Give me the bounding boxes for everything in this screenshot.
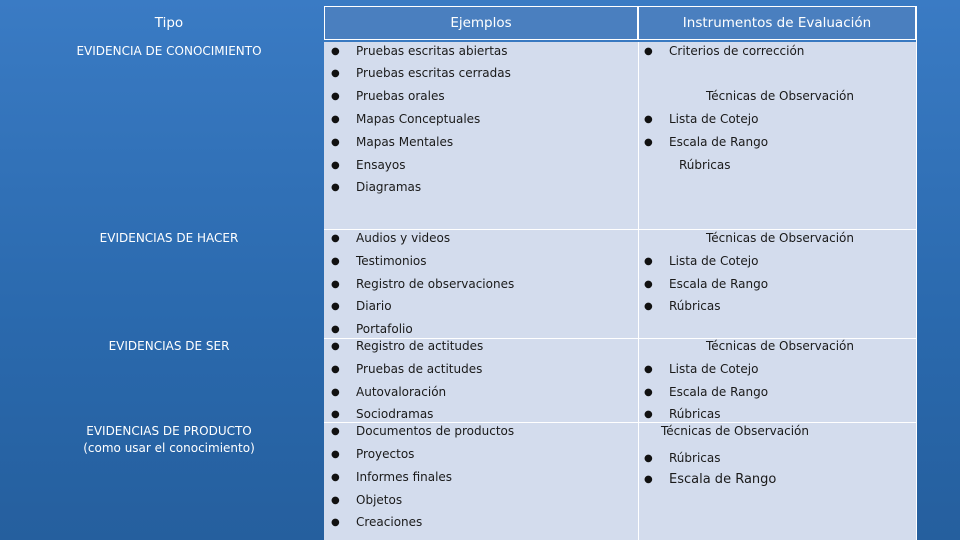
tipo-producto-sub: (como usar el conocimiento) [83, 441, 255, 455]
column-divider [638, 42, 639, 540]
bullet-icon: ● [331, 182, 340, 193]
bullet-icon: ● [331, 233, 340, 244]
bullet-icon: ● [644, 364, 653, 375]
list-item: Rúbricas [669, 299, 721, 313]
list-item: Lista de Cotejo [669, 254, 759, 268]
list-item: Ensayos [356, 158, 406, 172]
bullet-icon: ● [331, 279, 340, 290]
bullet-icon: ● [644, 474, 653, 485]
list-item: Proyectos [356, 447, 415, 461]
list-item: Diagramas [356, 180, 422, 194]
bullet-icon: ● [331, 409, 340, 420]
list-item: Portafolio [356, 322, 413, 336]
list-item: Pruebas de actitudes [356, 362, 483, 376]
bullet-icon: ● [331, 160, 340, 171]
bullet-icon: ● [331, 256, 340, 267]
bullet-icon: ● [331, 324, 340, 335]
bullet-icon: ● [644, 279, 653, 290]
list-item: Técnicas de Observación [706, 231, 855, 245]
bullet-icon: ● [644, 256, 653, 267]
header-instrumentos: Instrumentos de Evaluación [638, 6, 916, 40]
bullet-icon: ● [644, 387, 653, 398]
bullet-icon: ● [644, 114, 653, 125]
bullet-icon: ● [331, 301, 340, 312]
list-item: Técnicas de Observación [706, 339, 855, 353]
list-item: Creaciones [356, 515, 423, 529]
list-item: Diario [356, 299, 392, 313]
list-item: Mapas Conceptuales [356, 112, 481, 126]
list-item: Sociodramas [356, 407, 434, 421]
list-item: Escala de Rango [669, 135, 769, 149]
bullet-icon: ● [644, 46, 653, 57]
list-item: Rúbricas [669, 407, 721, 421]
list-item: Técnicas de Observación [661, 424, 810, 438]
bullet-icon: ● [331, 341, 340, 352]
tipo-ser: EVIDENCIAS DE SER [108, 339, 230, 353]
list-item: Rúbricas [679, 158, 731, 172]
list-item: Mapas Mentales [356, 135, 454, 149]
header-tipo: Tipo [154, 15, 184, 31]
list-item: Escala de Rango [669, 277, 769, 291]
list-item: Registro de actitudes [356, 339, 484, 353]
bullet-icon: ● [331, 449, 340, 460]
list-item: Objetos [356, 493, 403, 507]
bullet-icon: ● [644, 301, 653, 312]
list-item: Técnicas de Observación [706, 89, 855, 103]
list-item: Testimonios [356, 254, 427, 268]
list-item: Escala de Rango [669, 472, 777, 487]
bullet-icon: ● [331, 68, 340, 79]
list-item: Registro de observaciones [356, 277, 515, 291]
bullet-icon: ● [331, 426, 340, 437]
bullet-icon: ● [331, 114, 340, 125]
header-ejemplos: Ejemplos [324, 6, 638, 40]
list-item: Pruebas escritas abiertas [356, 44, 508, 58]
list-item: Criterios de corrección [669, 44, 805, 58]
bullet-icon: ● [644, 137, 653, 148]
list-item: Rúbricas [669, 451, 721, 465]
table-right-border [916, 6, 917, 540]
bullet-icon: ● [331, 472, 340, 483]
list-item: Pruebas escritas cerradas [356, 66, 511, 80]
list-item: Escala de Rango [669, 385, 769, 399]
bullet-icon: ● [331, 364, 340, 375]
list-item: Lista de Cotejo [669, 362, 759, 376]
bullet-icon: ● [644, 409, 653, 420]
bullet-icon: ● [644, 453, 653, 464]
bullet-icon: ● [331, 387, 340, 398]
row-separator [324, 422, 916, 423]
list-item: Informes finales [356, 470, 453, 484]
list-item: Autovaloración [356, 385, 447, 399]
bullet-icon: ● [331, 46, 340, 57]
list-item: Pruebas orales [356, 89, 445, 103]
list-item: Lista de Cotejo [669, 112, 759, 126]
bullet-icon: ● [331, 495, 340, 506]
row-separator [324, 229, 916, 230]
tipo-producto: EVIDENCIAS DE PRODUCTO [86, 424, 252, 438]
bullet-icon: ● [331, 137, 340, 148]
bullet-icon: ● [331, 517, 340, 528]
bullet-icon: ● [331, 91, 340, 102]
tipo-hacer: EVIDENCIAS DE HACER [99, 231, 239, 245]
list-item: Audios y videos [356, 231, 451, 245]
tipo-conocimiento: EVIDENCIA DE CONOCIMIENTO [76, 44, 262, 58]
list-item: Documentos de productos [356, 424, 515, 438]
